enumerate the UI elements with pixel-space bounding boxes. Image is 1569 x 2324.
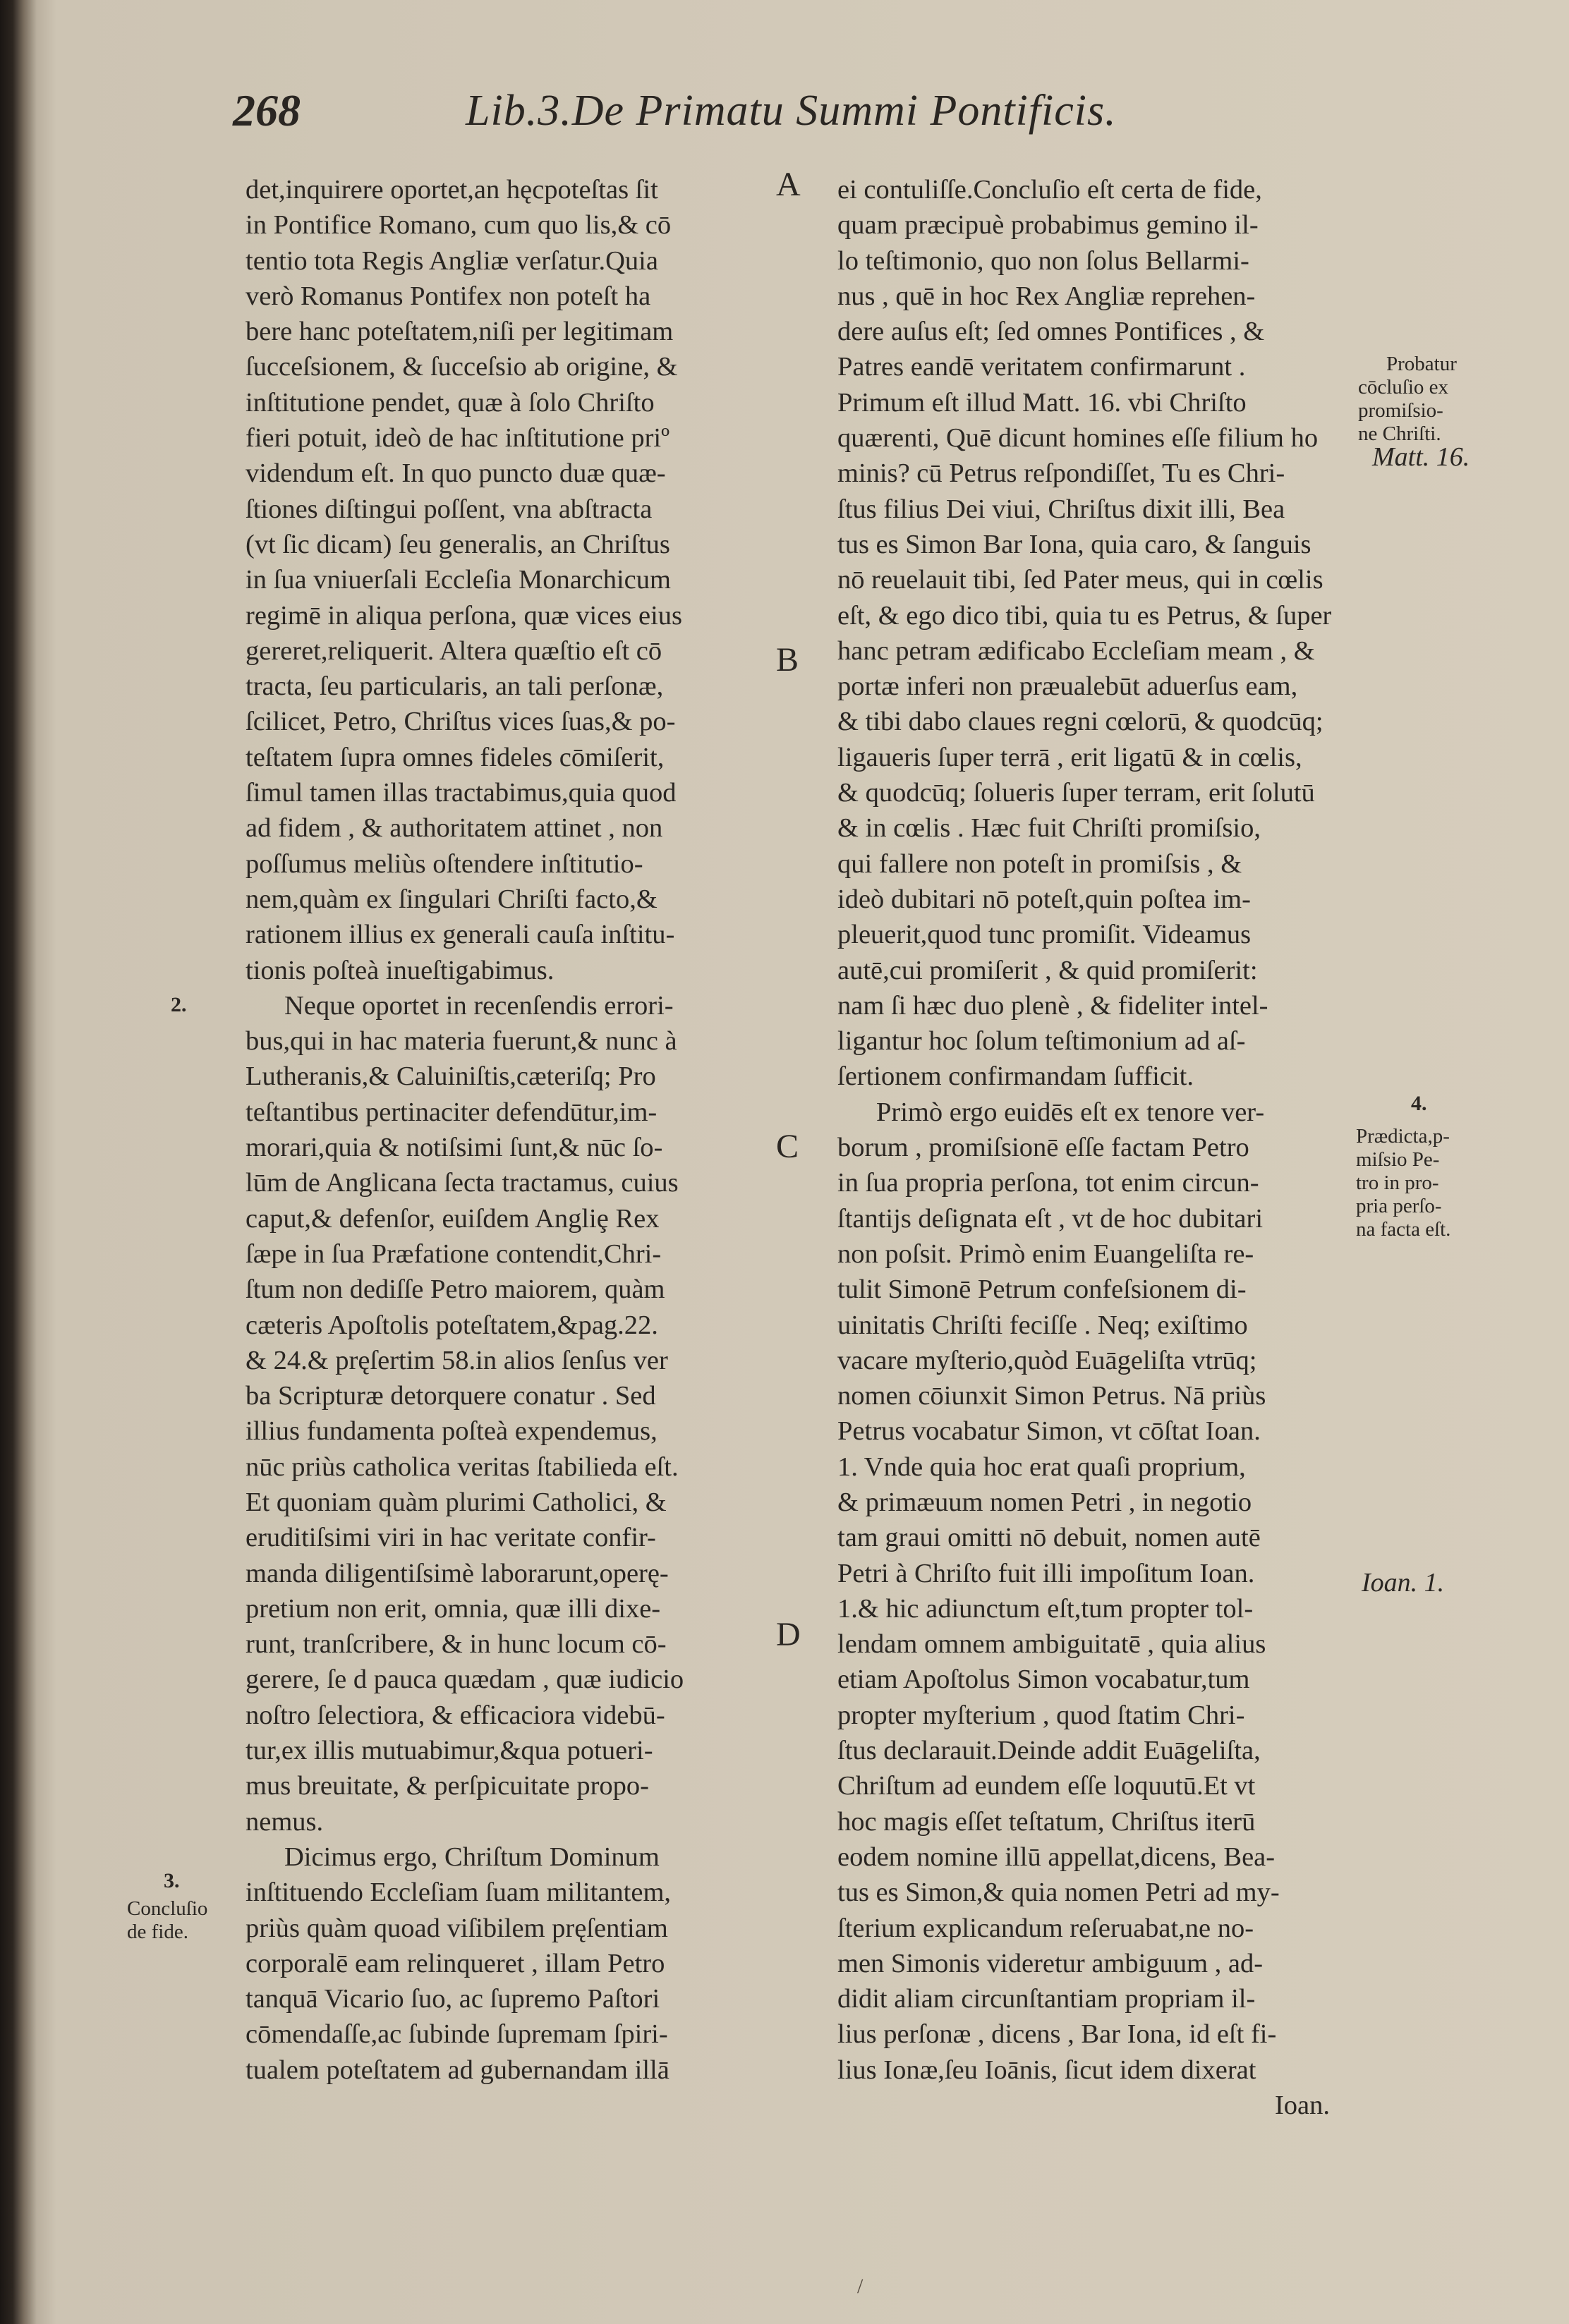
- text-line: uinitatis Chriſti feciſſe . Neq; exiſtimo: [837, 1310, 1248, 1340]
- margin-note-line: na facta eſt.: [1356, 1218, 1451, 1241]
- text-line: propter myſterium , quod ſtatim Chri-: [837, 1700, 1245, 1730]
- text-line: pleuerit,quod tunc promiſit. Videamus: [837, 920, 1252, 950]
- text-line: lius perſonæ , dicens , Bar Iona, id eſt fi-: [837, 2019, 1277, 2050]
- text-line: nam ſi hæc duo plenè , & fideliter intel-: [837, 990, 1268, 1021]
- margin-note-ref: Matt. 16.: [1372, 442, 1470, 472]
- text-line: didit aliam circunſtantiam propriam il-: [837, 1984, 1256, 2014]
- text-line: tracta, ſeu particularis, an tali perſonæ,: [246, 671, 664, 702]
- text-line: bere hanc poteſtatem,niſi per legitimam: [246, 317, 674, 347]
- text-line: in Pontifice Romano, cum quo lis,& cō: [246, 210, 672, 241]
- text-line: 1.& hic adiunctum eſt,tum propter tol-: [837, 1593, 1254, 1624]
- section-letter-c: C: [776, 1128, 799, 1165]
- text-line: autē,cui promiſerit , & quid promiſerit:: [837, 955, 1258, 985]
- text-line: nō reuelauit tibi, ſed Pater meus, qui in cœlis: [837, 565, 1323, 595]
- running-header: [233, 79, 1249, 142]
- right-text-column: [837, 172, 1351, 2123]
- text-line: Neque oportet in recenſendis errori-: [284, 990, 674, 1021]
- text-line: borum , promiſsionē eſſe factam Petro: [837, 1133, 1249, 1163]
- text-line: in ſua propria perſona, tot enim circun-: [837, 1168, 1259, 1198]
- text-line: nemus.: [246, 1806, 324, 1837]
- text-line: Patres eandē veritatem confirmarunt .: [837, 352, 1246, 382]
- text-line: tionis poſteà inueſtigabimus.: [246, 955, 555, 985]
- text-line: ba Scripturæ detorquere conatur . Sed: [246, 1381, 656, 1411]
- text-line: teſtatem ſupra omnes fideles cōmiſerit,: [246, 742, 665, 772]
- text-line: Et quoniam quàm plurimi Catholici, &: [246, 1487, 667, 1517]
- text-line: ſcilicet, Petro, Chriſtus vices ſuas,& po-: [246, 707, 676, 737]
- text-line: in ſua vniuerſali Eccleſia Monarchicum: [246, 565, 671, 595]
- margin-note-praedicta: [1356, 1125, 1450, 1241]
- text-line: nem,quàm ex ſingulari Chriſti facto,&: [246, 884, 658, 914]
- text-line: lūm de Anglicana ſecta tractamus, cuius: [246, 1168, 679, 1198]
- text-line: tus es Simon,& quia nomen Petri ad my-: [837, 1878, 1280, 1908]
- text-line: & quodcūq; ſolueris ſuper terram, erit ſolutū: [837, 778, 1315, 808]
- text-line: ſæpe in ſua Præfatione contendit,Chri-: [246, 1239, 662, 1269]
- text-line: lo teſtimonio, quo non ſolus Bellarmi-: [837, 245, 1249, 276]
- running-title: Lib.3.De Primatu Summi Pontificis.: [466, 87, 1117, 135]
- text-line: ſtus filius Dei viui, Chriſtus dixit illi, Bea: [837, 494, 1285, 524]
- text-line: ſimul tamen illas tractabimus,quia quod: [246, 778, 677, 808]
- text-line: caput,& defenſor, euiſdem Angliȩ Rex: [246, 1203, 660, 1234]
- text-line: non poſsit. Primò enim Euangeliſta re-: [837, 1239, 1254, 1269]
- text-line: ſtus declarauit.Deinde addit Euāgeliſta,: [837, 1736, 1261, 1766]
- margin-note-line: Concluſio: [127, 1897, 208, 1920]
- text-line: eodem nomine illū appellat,dicens, Bea-: [837, 1842, 1276, 1872]
- section-letter-a: A: [776, 166, 801, 203]
- text-line: ſertionem confirmandam ſufficit.: [837, 1061, 1194, 1092]
- text-line: & 24.& pręſertim 58.in alios ſenſus ver: [246, 1345, 668, 1375]
- text-line: cōmendaſſe,ac ſubinde ſupremam ſpiri-: [246, 2019, 668, 2050]
- text-line: runt, tranſcribere, & in hunc locum cō-: [246, 1629, 667, 1660]
- text-line: ei contuliſſe.Concluſio eſt certa de fide,: [837, 175, 1262, 205]
- text-line: manda diligentiſsimè laborarunt,operę-: [246, 1558, 669, 1588]
- text-line: minis? cū Petrus reſpondiſſet, Tu es Chri-: [837, 458, 1285, 489]
- margin-note-line: pria perſo-: [1356, 1195, 1442, 1217]
- margin-note-line: de fide.: [127, 1921, 188, 1943]
- text-line: Primum eſt illud Matt. 16. vbi Chriſto: [837, 387, 1247, 418]
- text-line: tualem poteſtatem ad gubernandam illā: [246, 2055, 670, 2085]
- text-line: men Simonis videretur ambiguum , ad-: [837, 1948, 1264, 1978]
- margin-note-line: miſsio Pe-: [1356, 1148, 1440, 1171]
- margin-note-conclusio: [127, 1897, 207, 1944]
- text-line: quærenti, Quē dicunt homines eſſe filium ho: [837, 423, 1319, 454]
- text-line: poſſumus meliùs oſtendere inſtitutio-: [246, 848, 643, 879]
- text-line: mus breuitate, & perſpicuitate propo-: [246, 1771, 649, 1801]
- text-line: ligantur hoc ſolum teſtimonium ad aſ-: [837, 1026, 1246, 1057]
- page-number: 268: [233, 85, 301, 135]
- text-line: (vt ſic dicam) ſeu generalis, an Chriſtus: [246, 529, 670, 559]
- text-line: Lutheranis,& Caluiniſtis,cæteriſq; Pro: [246, 1061, 656, 1092]
- text-line: ad fidem , & authoritatem attinet , non: [246, 813, 663, 844]
- text-line: tur,ex illis mutuabimur,&qua potueri-: [246, 1736, 653, 1766]
- text-line: portæ inferi non præualebūt aduerſus eam,: [837, 671, 1298, 702]
- text-line: ſucceſsionem, & ſucceſsio ab origine, &: [246, 352, 678, 382]
- text-line: tus es Simon Bar Iona, quia caro, & ſanguis: [837, 529, 1311, 559]
- left-text-column: [246, 172, 761, 2088]
- section-letter-d: D: [776, 1616, 801, 1653]
- text-line: hoc magis eſſet teſtatum, Chriſtus iterū: [837, 1806, 1256, 1837]
- text-line: bus,qui in hac materia fuerunt,& nunc à: [246, 1026, 677, 1057]
- text-line: priùs quàm quoad viſibilem pręſentiam: [246, 1913, 668, 1943]
- text-line: gerere, ſe d pauca quædam , quæ iudicio: [246, 1665, 684, 1695]
- text-line: nūc priùs catholica veritas ſtabilieda eſt.: [246, 1452, 679, 1482]
- text-line: Petri à Chriſto fuit illi impoſitum Ioan.: [837, 1558, 1255, 1588]
- text-line: vacare myſterio,quòd Euāgeliſta vtrūq;: [837, 1345, 1257, 1375]
- text-line: etiam Apoſtolus Simon vocabatur,tum: [837, 1665, 1250, 1695]
- text-line: ſtum non dediſſe Petro maiorem, quàm: [246, 1274, 665, 1305]
- text-line: morari,quia & notiſsimi ſunt,& nūc ſo-: [246, 1133, 663, 1163]
- margin-number-2: 2.: [171, 993, 187, 1016]
- text-line: Petrus vocabatur Simon, vt cōſtat Ioan.: [837, 1416, 1261, 1447]
- text-line: tulit Simonē Petrum confeſsionem di-: [837, 1274, 1247, 1305]
- margin-note-ref: Ioan. 1.: [1362, 1568, 1445, 1598]
- slash-mark: /: [857, 2275, 864, 2298]
- margin-note-line: promiſsio-: [1358, 399, 1443, 422]
- text-line: Dicimus ergo, Chriſtum Dominum: [284, 1842, 660, 1872]
- text-line: rationem illius ex generali cauſa inſtitu-: [246, 920, 675, 950]
- text-line: lius Ionæ,ſeu Ioānis, ſicut idem dixerat: [837, 2055, 1256, 2085]
- text-line: hanc petram ædificabo Eccleſiam meam , &: [837, 635, 1315, 666]
- margin-number-4: 4.: [1411, 1092, 1427, 1115]
- margin-note-line: Prædicta,p-: [1356, 1125, 1450, 1148]
- text-line: ideò dubitari nō poteſt,quin poſtea im-: [837, 884, 1251, 914]
- margin-number-3: 3.: [164, 1869, 180, 1892]
- margin-note-probatur: [1358, 353, 1470, 472]
- text-line: qui fallere non poteſt in promiſsis , &: [837, 848, 1242, 879]
- text-line: inſtitutione pendet, quæ à ſolo Chriſto: [246, 387, 655, 418]
- text-line: noſtro ſelectiora, & efficaciora videbū-: [246, 1700, 665, 1730]
- text-line: & in cœlis . Hæc fuit Chriſti promiſsio,: [837, 813, 1261, 844]
- text-line: ſtantijs deſignata eſt , vt de hoc dubitari: [837, 1203, 1264, 1234]
- text-line: ligaueris ſuper terrā , erit ligatū & in cœlis,: [837, 742, 1302, 772]
- text-line: lendam omnem ambiguitatē , quia alius: [837, 1629, 1266, 1660]
- text-line: nomen cōiunxit Simon Petrus. Nā priùs: [837, 1381, 1266, 1411]
- text-line: gereret,reliquerit. Altera quæſtio eſt cō: [246, 635, 662, 666]
- text-line: teſtantibus pertinaciter defendūtur,im-: [246, 1097, 658, 1127]
- text-line: eruditiſsimi viri in hac veritate confir-: [246, 1523, 656, 1553]
- section-letter-b: B: [776, 641, 799, 679]
- margin-note-line: ne Chriſti.: [1358, 422, 1441, 445]
- margin-note-ioan: [1362, 1568, 1445, 1598]
- text-line: tentio tota Regis Angliæ verſatur.Quia: [246, 245, 658, 276]
- text-line: nus , quē in hoc Rex Angliæ reprehen-: [837, 281, 1256, 311]
- text-line: 1. Vnde quia hoc erat quaſi proprium,: [837, 1452, 1246, 1482]
- text-line: quam præcipuè probabimus gemino il-: [837, 210, 1259, 241]
- text-line: dere auſus eſt; ſed omnes Pontifices , &: [837, 317, 1265, 347]
- text-line: Primò ergo euidēs eſt ex tenore ver-: [876, 1097, 1265, 1127]
- text-line: inſtituendo Eccleſiam ſuam militantem,: [246, 1878, 672, 1908]
- margin-note-line: tro in pro-: [1356, 1172, 1439, 1194]
- text-line: Chriſtum ad eundem eſſe loquutū.Et vt: [837, 1771, 1256, 1801]
- text-line: verò Romanus Pontifex non poteſt ha: [246, 281, 651, 311]
- text-line: ſtiones diſtingui poſſent, vna abſtracta: [246, 494, 653, 524]
- text-line: tam graui omitti nō debuit, nomen autē: [837, 1523, 1261, 1553]
- text-line: ſterium explicandum reſeruabat,ne no-: [837, 1913, 1254, 1943]
- text-line: & tibi dabo claues regni cœlorū, & quodcūq;: [837, 707, 1323, 737]
- text-line: tanquā Vicario ſuo, ac ſupremo Paſtori: [246, 1984, 660, 2014]
- margin-note-line: cōcluſio ex: [1358, 376, 1449, 399]
- text-line: pretium non erit, omnia, quæ illi dixe-: [246, 1593, 661, 1624]
- text-line: videndum eſt. In quo puncto duæ quæ-: [246, 458, 666, 489]
- text-line: fieri potuit, ideò de hac inſtitutione priº: [246, 423, 670, 454]
- text-line: Ioan.: [1274, 2091, 1330, 2121]
- text-line: corporalē eam relinqueret , illam Petro: [246, 1948, 665, 1978]
- margin-note-line: Probatur: [1386, 353, 1457, 375]
- text-line: illius fundamenta poſteà expendemus,: [246, 1416, 658, 1447]
- text-line: regimē in aliqua perſona, quæ vices eius: [246, 600, 683, 631]
- text-line: eſt, & ego dico tibi, quia tu es Petrus, & ſuper: [837, 600, 1332, 631]
- text-line: cæteris Apoſtolis poteſtatem,&pag.22.: [246, 1310, 658, 1340]
- text-line: det,inquirere oportet,an hęcpoteſtas ſit: [246, 175, 658, 205]
- text-line: & primæuum nomen Petri , in negotio: [837, 1487, 1252, 1517]
